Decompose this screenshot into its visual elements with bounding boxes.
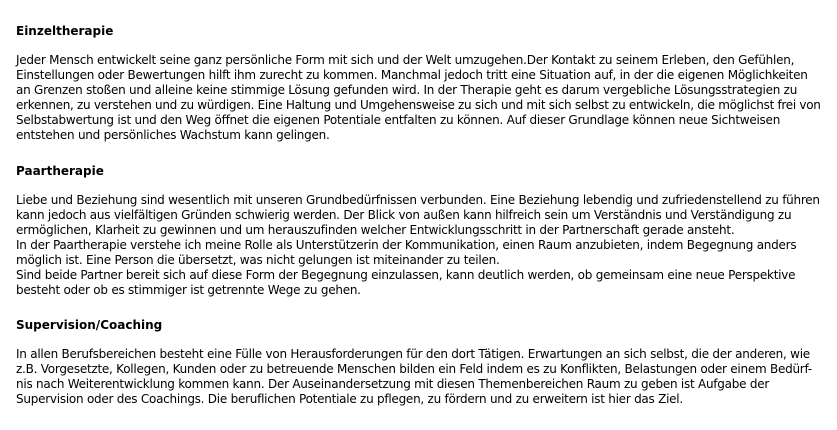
paragraph-einzeltherapie <box>16 53 821 143</box>
text-line: erkennen, zu verstehen und zu würdigen. Eine Haltung und Umgehensweise zu sich und mit sich selbst zu entwickeln, die möglichst frei von <box>16 98 821 112</box>
paragraph-paartherapie <box>16 193 821 298</box>
section-title-paartherapie: Paartherapie <box>16 164 104 178</box>
section-einzeltherapie <box>16 24 821 143</box>
text-line: besteht oder ob es stimmiger ist getrennte Wege zu gehen. <box>16 283 361 297</box>
text-line: Sind beide Partner bereit sich auf diese Form der Begegnung einzulassen, kann deutlich werden, ob gemeinsam eine neue Perspektive <box>16 268 796 282</box>
section-title-einzeltherapie: Einzeltherapie <box>16 24 114 38</box>
text-line: In allen Berufsbereichen besteht eine Fülle von Herausforderungen für den dort Tätigen. Erwartungen an sich selbst, die der anderen, wie <box>16 347 810 361</box>
paragraph-supervision-coaching <box>16 347 821 407</box>
text-line: Jeder Mensch entwickelt seine ganz persönliche Form mit sich und der Welt umzugehen.Der Kontakt zu seinem Erleben, den Gefühlen, <box>16 53 795 67</box>
text-line: Einstellungen oder Bewertungen hilft ihm zurecht zu kommen. Manchmal jedoch tritt eine Situation auf, in der die eigenen Möglichkeiten <box>16 68 808 82</box>
text-line: möglich ist. Eine Person die übersetzt, was nicht gelungen ist miteinander zu teilen. <box>16 253 500 267</box>
text-line: kann jedoch aus vielfältigen Gründen schwierig werden. Der Blick von außen kann hilfreich sein um Verständnis und Verständigung zu <box>16 208 792 222</box>
text-line: an Grenzen stoßen und alleine keine stimmige Lösung gefunden wird. In der Therapie geht es darum vergebliche Lösungsstrategien zu <box>16 83 798 97</box>
text-line: Supervision oder des Coachings. Die beruflichen Potentiale zu pflegen, zu fördern und zu erweitern ist hier das Ziel. <box>16 392 683 406</box>
text-line: z.B. Vorgesetzte, Kollegen, Kunden oder zu betreuende Menschen bilden ein Feld indem es zu Konflikten, Belastungen oder einem Bedürf- <box>16 362 812 376</box>
text-line: In der Paartherapie verstehe ich meine Rolle als Unterstützerin der Kommunikation, einen Raum anzubieten, indem Begegnung anders <box>16 238 797 252</box>
section-supervision-coaching <box>16 318 821 407</box>
text-line: Selbstabwertung ist und den Weg öffnet die eigenen Potentiale entfalten zu können. Auf dieser Grundlage können neue Sichtweisen <box>16 113 781 127</box>
text-line: nis nach Weiterentwicklung kommen kann. Der Auseinandersetzung mit diesen Themenbereichen Raum zu geben ist Aufgabe der <box>16 377 770 391</box>
section-title-supervision-coaching: Supervision/Coaching <box>16 318 163 332</box>
text-line: entstehen und persönliches Wachstum kann gelingen. <box>16 128 330 142</box>
text-line: Liebe und Beziehung sind wesentlich mit unseren Grundbedürfnissen verbunden. Eine Beziehung lebendig und zufriedenstellend zu führen <box>16 193 820 207</box>
text-line: ermöglichen, Klarheit zu gewinnen und um herauszufinden welcher Entwicklungsschritt in der Partnerschaft gerade ansteht. <box>16 223 735 237</box>
section-paartherapie <box>16 164 821 298</box>
